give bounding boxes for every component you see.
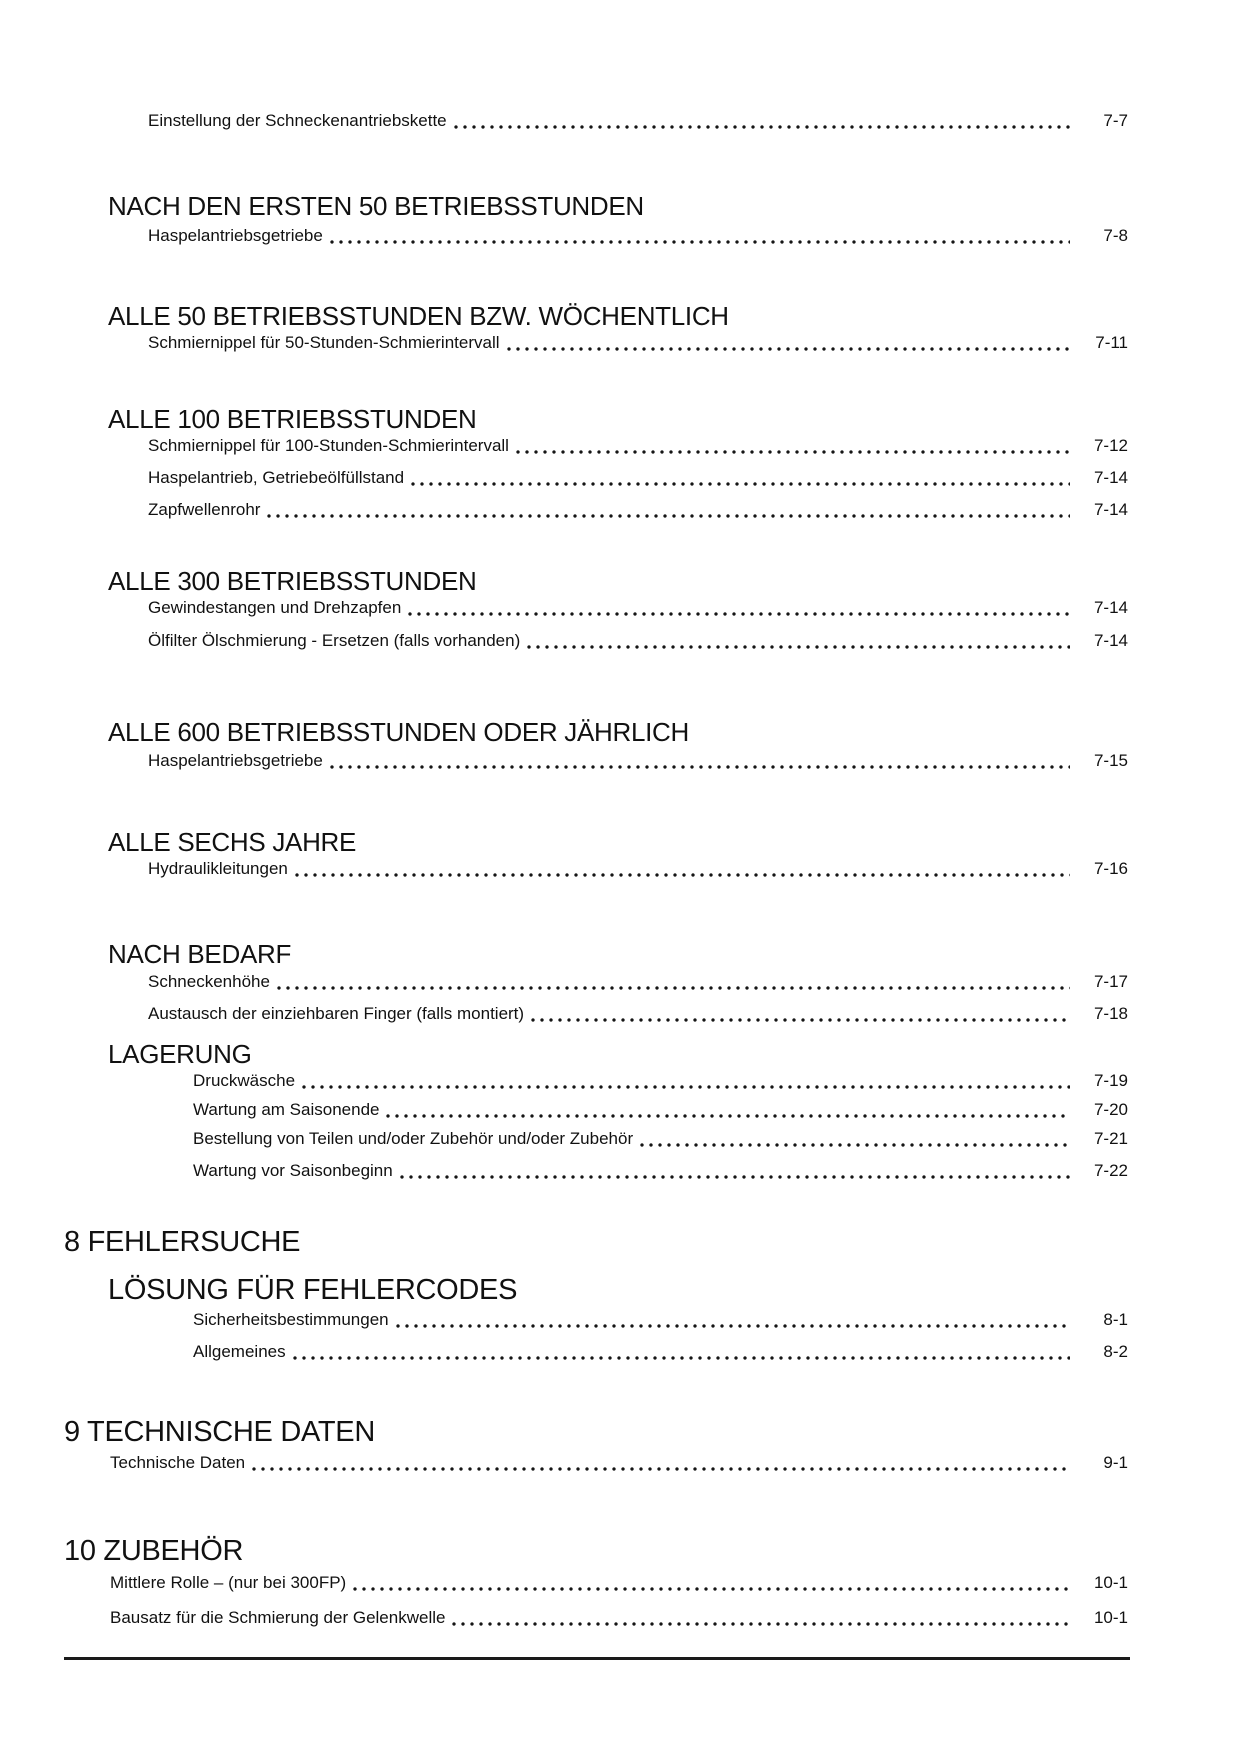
toc-section-heading: NACH DEN ERSTEN 50 BETRIEBSSTUNDEN bbox=[108, 191, 644, 221]
toc-entry-label: Wartung vor Saisonbeginn bbox=[193, 1161, 393, 1180]
dot-leader bbox=[353, 1587, 1070, 1591]
dot-leader bbox=[386, 1114, 1070, 1118]
toc-entry bbox=[148, 110, 1128, 132]
dot-leader bbox=[452, 1622, 1070, 1626]
dot-leader bbox=[302, 1085, 1070, 1089]
toc-entry-label: Zapfwellenrohr bbox=[148, 500, 261, 519]
toc-entry-page: 7-14 bbox=[1093, 500, 1128, 519]
toc-entry bbox=[148, 467, 1128, 489]
toc-entry-label: Haspelantrieb, Getriebeölfüllstand bbox=[148, 468, 405, 487]
toc-chapter-heading: 9 TECHNISCHE DATEN bbox=[64, 1416, 375, 1448]
toc-entry-page: 7-14 bbox=[1093, 631, 1128, 650]
toc-entry-page: 7-16 bbox=[1093, 859, 1128, 878]
dot-leader bbox=[411, 482, 1070, 486]
toc-section-heading: LÖSUNG FÜR FEHLERCODES bbox=[108, 1274, 518, 1306]
toc-entry-label: Bestellung von Teilen und/oder Zubehör und/oder Zubehör bbox=[193, 1129, 634, 1148]
dot-leader bbox=[527, 645, 1070, 649]
toc-entry-label: Mittlere Rolle – (nur bei 300FP) bbox=[110, 1573, 347, 1592]
dot-leader bbox=[330, 240, 1070, 244]
toc-entry-page: 7-14 bbox=[1093, 468, 1128, 487]
toc-entry bbox=[148, 225, 1128, 247]
toc-section-heading: LAGERUNG bbox=[108, 1039, 252, 1069]
toc-entry bbox=[193, 1309, 1128, 1331]
toc-entry bbox=[148, 630, 1128, 652]
toc-entry bbox=[110, 1572, 1128, 1594]
dot-leader bbox=[408, 612, 1070, 616]
toc-entry-label: Hydraulikleitungen bbox=[148, 859, 288, 878]
toc-entry-label: Gewindestangen und Drehzapfen bbox=[148, 598, 402, 617]
toc-entry-label: Allgemeines bbox=[193, 1342, 286, 1361]
toc-entry bbox=[193, 1099, 1128, 1121]
toc-section-heading: ALLE 600 BETRIEBSSTUNDEN ODER JÄHRLICH bbox=[108, 717, 689, 747]
footer-rule bbox=[64, 1657, 1130, 1660]
dot-leader bbox=[454, 125, 1070, 129]
toc-section-heading: ALLE SECHS JAHRE bbox=[108, 827, 357, 857]
toc-entry-label: Bausatz für die Schmierung der Gelenkwelle bbox=[110, 1608, 446, 1627]
toc-entry-page: 8-2 bbox=[1103, 1342, 1128, 1361]
toc-entry-label: Haspelantriebsgetriebe bbox=[148, 226, 323, 245]
toc-entry-page: 7-17 bbox=[1093, 972, 1128, 991]
toc-entry-page: 7-15 bbox=[1093, 751, 1128, 770]
toc-entry bbox=[148, 597, 1128, 619]
dot-leader bbox=[277, 986, 1070, 990]
toc-entry bbox=[193, 1128, 1128, 1150]
toc-entry-page: 7-12 bbox=[1093, 436, 1128, 455]
toc-entry bbox=[110, 1452, 1128, 1474]
toc-entry-label: Technische Daten bbox=[110, 1453, 246, 1472]
toc-entry-page: 7-22 bbox=[1093, 1161, 1128, 1180]
toc-entry bbox=[148, 435, 1128, 457]
dot-leader bbox=[252, 1467, 1070, 1471]
dot-leader bbox=[400, 1175, 1070, 1179]
toc-entry-label: Schmiernippel für 50-Stunden-Schmierintervall bbox=[148, 333, 500, 352]
dot-leader bbox=[330, 765, 1070, 769]
toc-entry-label: Einstellung der Schneckenantriebskette bbox=[148, 111, 447, 130]
toc-entry-label: Ölfilter Ölschmierung - Ersetzen (falls vorhanden) bbox=[148, 631, 521, 650]
toc-entry-page: 7-14 bbox=[1093, 598, 1128, 617]
toc-entry-label: Schmiernippel für 100-Stunden-Schmierintervall bbox=[148, 436, 509, 455]
toc-chapter-heading: 8 FEHLERSUCHE bbox=[64, 1226, 301, 1258]
toc-entry-page: 7-18 bbox=[1093, 1004, 1128, 1023]
toc-entry bbox=[148, 971, 1128, 993]
toc-entry bbox=[193, 1341, 1128, 1363]
toc-entry-page: 7-20 bbox=[1093, 1100, 1128, 1119]
toc-section-heading: ALLE 100 BETRIEBSSTUNDEN bbox=[108, 404, 477, 434]
toc-entry-label: Druckwäsche bbox=[193, 1071, 296, 1090]
toc-entry-label: Schneckenhöhe bbox=[148, 972, 270, 991]
toc-entry-page: 7-19 bbox=[1093, 1071, 1128, 1090]
dot-leader bbox=[267, 514, 1070, 518]
dot-leader bbox=[396, 1324, 1070, 1328]
toc-entry bbox=[148, 332, 1128, 354]
toc-section-heading: ALLE 50 BETRIEBSSTUNDEN BZW. WÖCHENTLICH bbox=[108, 301, 729, 331]
toc-entry bbox=[193, 1160, 1128, 1182]
toc-entry-label: Haspelantriebsgetriebe bbox=[148, 751, 323, 770]
toc-entry bbox=[110, 1607, 1128, 1629]
toc-chapter-heading: 10 ZUBEHÖR bbox=[64, 1535, 244, 1567]
toc-section-heading: NACH BEDARF bbox=[108, 939, 292, 969]
dot-leader bbox=[507, 347, 1071, 351]
toc-entry bbox=[148, 499, 1128, 521]
toc-entry-page: 9-1 bbox=[1103, 1453, 1128, 1472]
dot-leader bbox=[531, 1018, 1070, 1022]
dot-leader bbox=[516, 450, 1070, 454]
toc-entry-page: 10-1 bbox=[1093, 1573, 1128, 1592]
toc-entry bbox=[148, 858, 1128, 880]
toc-entry-label: Austausch der einziehbaren Finger (falls montiert) bbox=[148, 1004, 525, 1023]
dot-leader bbox=[640, 1143, 1070, 1147]
toc-entry bbox=[148, 750, 1128, 772]
dot-leader bbox=[295, 873, 1070, 877]
toc-entry-label: Wartung am Saisonende bbox=[193, 1100, 380, 1119]
toc-section-heading: ALLE 300 BETRIEBSSTUNDEN bbox=[108, 566, 477, 596]
dot-leader bbox=[293, 1356, 1070, 1360]
toc-entry-page: 7-11 bbox=[1095, 333, 1128, 352]
toc-entry-page: 7-21 bbox=[1093, 1129, 1128, 1148]
toc-entry-page: 7-7 bbox=[1103, 111, 1128, 130]
toc-entry-label: Sicherheitsbestimmungen bbox=[193, 1310, 389, 1329]
toc-entry bbox=[148, 1003, 1128, 1025]
toc-entry bbox=[193, 1070, 1128, 1092]
toc-entry-page: 10-1 bbox=[1093, 1608, 1128, 1627]
toc-entry-page: 7-8 bbox=[1103, 226, 1128, 245]
toc-entry-page: 8-1 bbox=[1103, 1310, 1128, 1329]
